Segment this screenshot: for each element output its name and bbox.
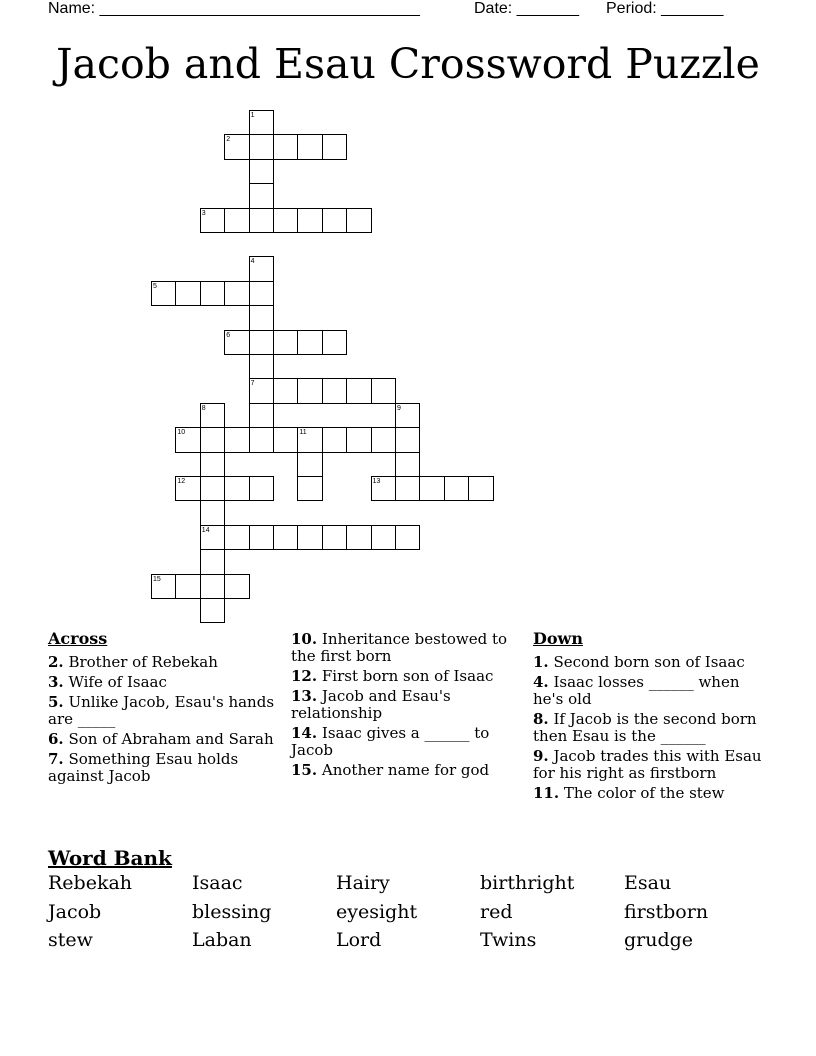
word-bank-item: Jacob (48, 900, 102, 923)
crossword-cell[interactable] (273, 525, 298, 550)
crossword-cell[interactable] (249, 378, 274, 403)
crossword-cell[interactable] (297, 476, 322, 501)
crossword-cell[interactable] (273, 208, 298, 233)
word-bank-item: Rebekah (48, 872, 133, 894)
crossword-cell[interactable] (200, 452, 225, 477)
clue-down-11: 11. The color of the stew (533, 784, 725, 802)
clue-across-14: 14. Isaac gives a ______ to Jacob (291, 724, 490, 759)
clue-number: 7 (250, 380, 255, 388)
crossword-cell[interactable] (444, 476, 469, 501)
clue-across-15: 15. Another name for god (291, 761, 490, 779)
crossword-cell[interactable] (249, 330, 274, 355)
crossword-cell[interactable] (224, 208, 249, 233)
crossword-cell[interactable] (249, 281, 274, 306)
across-heading: Across (48, 629, 108, 648)
crossword-cell[interactable] (200, 525, 225, 550)
word-bank-item: red (480, 900, 513, 923)
crossword-cell[interactable] (297, 452, 322, 477)
crossword-cell[interactable] (346, 525, 371, 550)
crossword-cell[interactable] (346, 208, 371, 233)
word-bank-item: stew (48, 929, 93, 951)
crossword-cell[interactable] (297, 427, 322, 452)
clue-number: 4 (250, 258, 255, 266)
word-bank (48, 872, 768, 958)
crossword-cell[interactable] (249, 208, 274, 233)
crossword-cell[interactable] (297, 134, 322, 159)
crossword-cell[interactable] (249, 476, 274, 501)
crossword-cell[interactable] (322, 208, 347, 233)
crossword-cell[interactable] (200, 403, 225, 428)
crossword-cell[interactable] (175, 427, 200, 452)
crossword-cell[interactable] (419, 476, 444, 501)
crossword-cell[interactable] (249, 354, 274, 379)
word-bank-item: Twins (480, 929, 537, 951)
crossword-cell[interactable] (249, 256, 274, 281)
word-bank-item: Laban (192, 929, 252, 951)
clue-number: 8 (201, 404, 206, 412)
crossword-cell[interactable] (395, 403, 420, 428)
crossword-cell[interactable] (371, 525, 396, 550)
crossword-cell[interactable] (322, 378, 347, 403)
crossword-cell[interactable] (175, 574, 200, 599)
crossword-cell[interactable] (273, 378, 298, 403)
crossword-cell[interactable] (371, 378, 396, 403)
crossword-cell[interactable] (224, 281, 249, 306)
clue-down-4: 4. Isaac losses ______ when he's old (533, 673, 740, 708)
crossword-cell[interactable] (322, 134, 347, 159)
clue-number: 11 (299, 429, 307, 437)
crossword-cell[interactable] (200, 476, 225, 501)
date-field-label: Date: _______ (474, 0, 579, 17)
clue-down-1: 1. Second born son of Isaac (533, 653, 745, 671)
crossword-cell[interactable] (249, 525, 274, 550)
period-field-label: Period: _______ (606, 0, 724, 17)
clue-number: 10 (177, 429, 186, 437)
word-bank-item: Esau (624, 872, 672, 894)
crossword-cell[interactable] (395, 452, 420, 477)
word-bank-item: Hairy (336, 872, 390, 894)
crossword-cell[interactable] (224, 574, 249, 599)
crossword-cell[interactable] (249, 183, 274, 208)
word-bank-item: eyesight (336, 900, 418, 923)
word-bank-item: blessing (192, 900, 272, 923)
word-bank-title: Word Bank (48, 846, 172, 870)
crossword-cell[interactable] (151, 574, 176, 599)
page-title: Jacob and Esau Crossword Puzzle (56, 40, 760, 88)
clue-across-5: 5. Unlike Jacob, Esau's hands are _____ (48, 693, 275, 728)
across-clues-col2 (291, 631, 509, 782)
crossword-cell[interactable] (322, 330, 347, 355)
clue-across-13: 13. Jacob and Esau's relationship (291, 687, 451, 722)
crossword-cell[interactable] (273, 427, 298, 452)
word-bank-item: birthright (480, 872, 575, 894)
clue-across-10: 10. Inheritance bestowed to the first born (291, 630, 508, 665)
clue-across-3: 3. Wife of Isaac (48, 673, 167, 691)
word-bank-item: Isaac (192, 872, 243, 894)
name-field-label: Name: ____________________________________ (48, 0, 420, 17)
crossword-cell[interactable] (322, 525, 347, 550)
crossword-cell[interactable] (297, 378, 322, 403)
word-bank-item: Lord (336, 929, 382, 951)
crossword-cell[interactable] (249, 403, 274, 428)
crossword-cell[interactable] (151, 281, 176, 306)
crossword-cell[interactable] (200, 574, 225, 599)
crossword-cell[interactable] (224, 427, 249, 452)
clue-number: 5 (153, 282, 157, 290)
clue-across-7: 7. Something Esau holds against Jacob (48, 750, 239, 785)
crossword-cell[interactable] (395, 525, 420, 550)
clue-down-8: 8. If Jacob is the second born then Esau is the ______ (533, 710, 757, 745)
crossword-cell[interactable] (200, 427, 225, 452)
crossword-cell[interactable] (297, 330, 322, 355)
clue-number: 1 (250, 112, 255, 119)
crossword-cell[interactable] (273, 134, 298, 159)
clue-number: 14 (201, 526, 210, 534)
clue-across-2: 2. Brother of Rebekah (48, 653, 218, 671)
crossword-cell[interactable] (346, 427, 371, 452)
crossword-cell[interactable] (224, 525, 249, 550)
crossword-cell[interactable] (249, 427, 274, 452)
clue-across-12: 12. First born son of Isaac (291, 667, 494, 685)
crossword-cell[interactable] (200, 598, 225, 623)
crossword-cell[interactable] (371, 476, 396, 501)
crossword-cell[interactable] (371, 427, 396, 452)
crossword-cell[interactable] (249, 110, 274, 135)
crossword-cell[interactable] (224, 330, 249, 355)
crossword-cell[interactable] (224, 134, 249, 159)
crossword-cell[interactable] (297, 208, 322, 233)
clue-number: 3 (201, 209, 206, 217)
crossword-cell[interactable] (249, 134, 274, 159)
clue-number: 2 (226, 136, 231, 144)
crossword-cell[interactable] (395, 476, 420, 501)
clue-number: 13 (372, 478, 381, 485)
crossword-cell[interactable] (200, 281, 225, 306)
clue-number: 15 (153, 575, 161, 583)
crossword-cell[interactable] (297, 525, 322, 550)
crossword-cell[interactable] (249, 305, 274, 330)
crossword-cell[interactable] (175, 281, 200, 306)
clue-across-6: 6. Son of Abraham and Sarah (48, 730, 274, 748)
word-bank-item: firstborn (624, 900, 709, 923)
crossword-cell[interactable] (322, 427, 347, 452)
crossword-cell[interactable] (346, 378, 371, 403)
crossword-cell[interactable] (200, 208, 225, 233)
down-heading: Down (533, 629, 583, 648)
crossword-cell[interactable] (200, 500, 225, 525)
crossword-cell[interactable] (224, 476, 249, 501)
crossword-cell[interactable] (175, 476, 200, 501)
down-clues (533, 654, 768, 805)
crossword-cell[interactable] (395, 427, 420, 452)
crossword-cell[interactable] (200, 549, 225, 574)
crossword-cell[interactable] (468, 476, 493, 501)
crossword-cell[interactable] (273, 330, 298, 355)
across-clues-col1 (48, 654, 280, 788)
clue-number: 6 (226, 331, 231, 339)
clue-down-9: 9. Jacob trades this with Esau for his right as firstborn (533, 747, 762, 782)
clue-number: 9 (397, 404, 401, 412)
crossword-cell[interactable] (249, 159, 274, 184)
clue-number: 12 (177, 478, 186, 485)
word-bank-item: grudge (624, 929, 694, 951)
